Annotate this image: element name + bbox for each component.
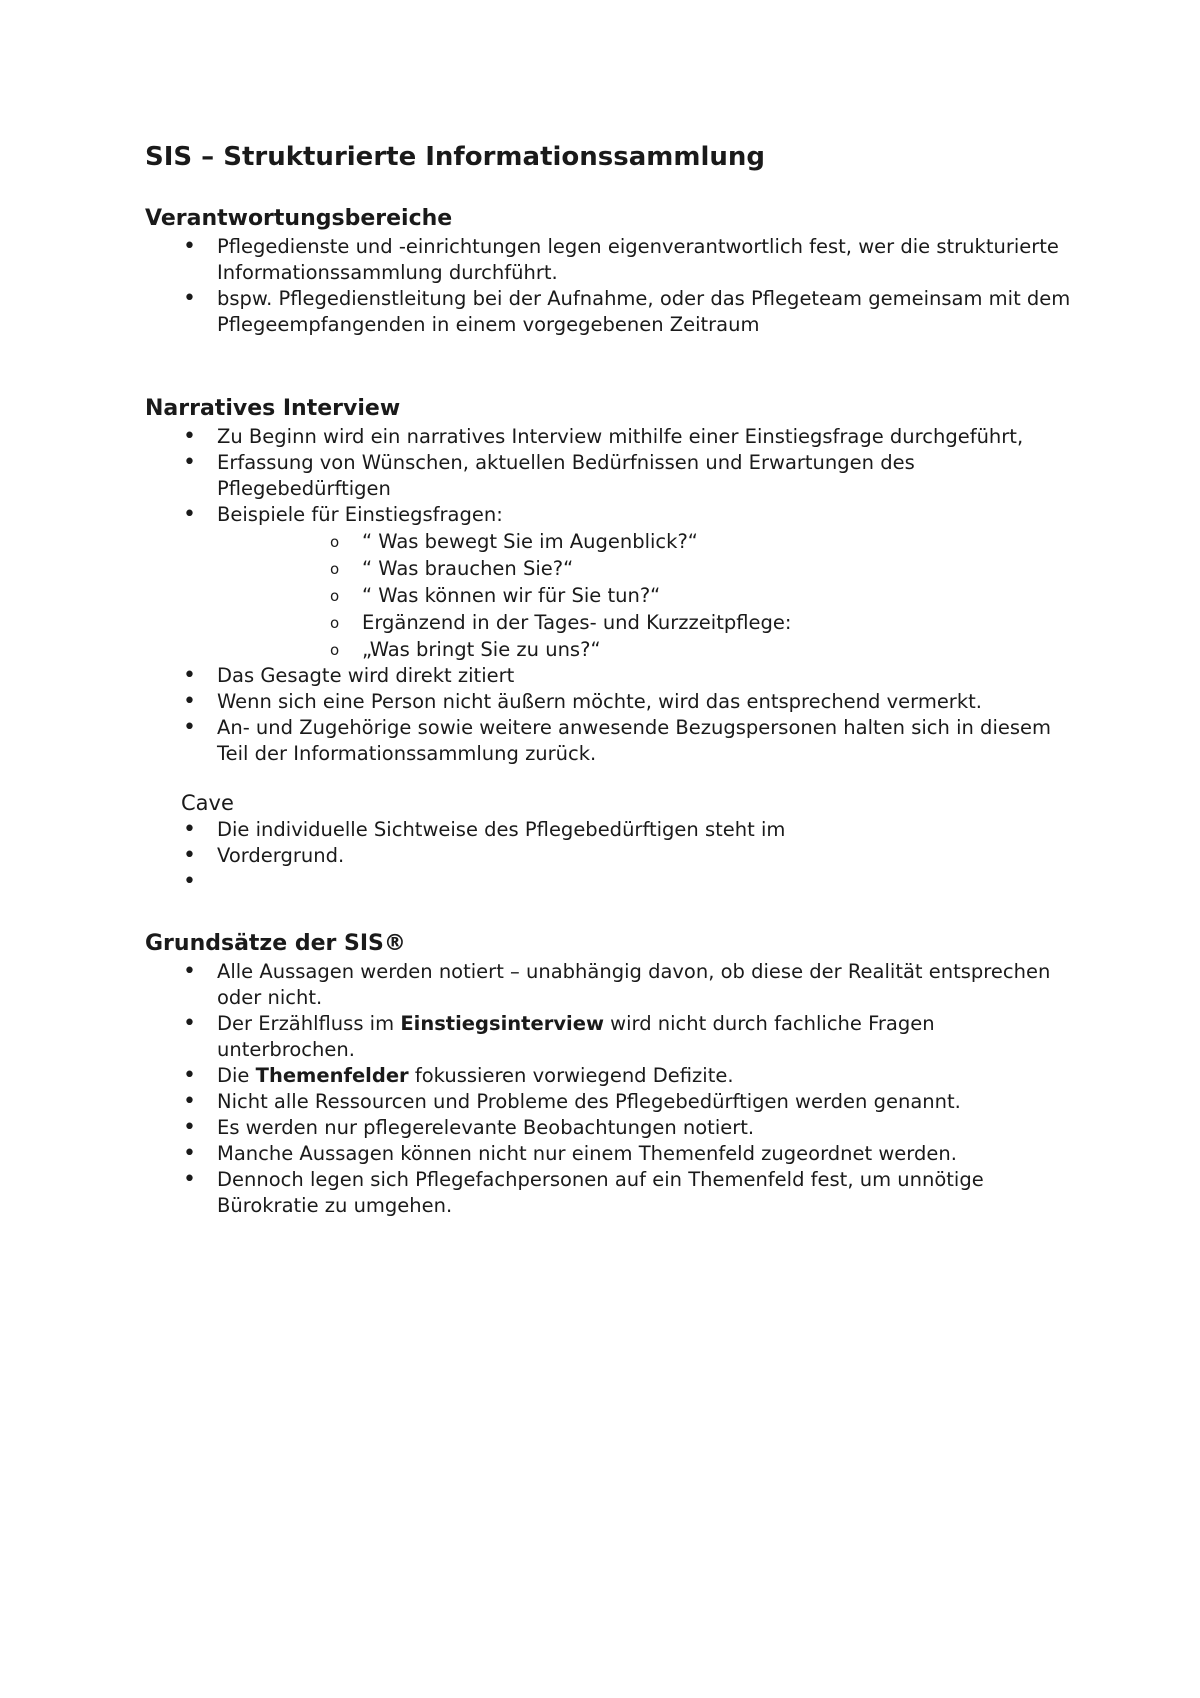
list-item [145,1063,1075,1089]
list-item: • Manche Aussagen können nicht nur einem Themenfeld zugeordnet werden. [145,1141,1075,1167]
list-item: • Die individuelle Sichtweise des Pflegebedürftigen steht im [145,817,1075,843]
list-item-text: Beispiele für Einstiegsfragen: [217,503,503,526]
spacer [145,895,1075,929]
list-item [145,1011,1075,1063]
list-item: • Wenn sich eine Person nicht äußern möchte, wird das entsprechend vermerkt. [145,689,1075,715]
sub-list-item: o Ergänzend in der Tages- und Kurzzeitpflege: [217,609,1075,636]
page-title: SIS – Strukturierte Informationssammlung [145,142,766,172]
list-item: • Pflegedienste und -einrichtungen legen eigenverantwortlich fest, wer die strukturierte Informationssammlung durchführt. [145,234,1075,286]
document-content [145,138,1075,1219]
sub-list-item: o “ Was bewegt Sie im Augenblick?“ [217,528,1075,555]
list-item-examples [145,502,1075,663]
sub-list-item: o „Was bringt Sie zu uns?“ [217,636,1075,663]
sub-list-item: o “ Was können wir für Sie tun?“ [217,582,1075,609]
responsibility-list [145,234,1075,338]
bold-term: Themenfelder [255,1064,409,1087]
bold-term: Einstiegsinterview [400,1012,604,1035]
cave-heading: Cave [181,791,234,815]
text-segment: wird nicht durch fachliche Fragen unterbrochen. [217,1012,935,1061]
text-segment: Die [217,1064,256,1087]
cave-list [145,817,1075,895]
list-item-empty [145,869,1075,895]
section-heading-principles: Grundsätze der SIS® [145,931,406,956]
list-item: • Vordergrund. [145,843,1075,869]
list-item: • Erfassung von Wünschen, aktuellen Bedürfnissen und Erwartungen des Pflegebedürftigen [145,450,1075,502]
list-item: • Es werden nur pflegerelevante Beobachtungen notiert. [145,1115,1075,1141]
sub-list-item: o “ Was brauchen Sie?“ [217,555,1075,582]
list-item: • Nicht alle Ressourcen und Probleme des Pflegebedürftigen werden genannt. [145,1089,1075,1115]
section-heading-narrative: Narratives Interview [145,396,401,421]
list-item: • Dennoch legen sich Pflegefachpersonen auf ein Themenfeld fest, um unnötige Bürokratie zu umgehen. [145,1167,1075,1219]
narrative-list [145,424,1075,767]
principles-list [145,959,1075,1219]
spacer [145,338,1075,394]
text-segment: Der Erzählfluss im [217,1012,401,1035]
text-segment: fokussieren vorwiegend Defizite. [408,1064,734,1087]
example-questions-list [217,528,1075,663]
list-item: • bspw. Pflegedienstleitung bei der Aufnahme, oder das Pflegeteam gemeinsam mit dem Pflegeempfangenden in einem vorgegebenen Zeitraum [145,286,1075,338]
list-item: • Das Gesagte wird direkt zitiert [145,663,1075,689]
list-item: • Alle Aussagen werden notiert – unabhängig davon, ob diese der Realität entsprechen oder nicht. [145,959,1075,1011]
section-heading-responsibility: Verantwortungsbereiche [145,206,453,231]
list-item: • Zu Beginn wird ein narratives Interview mithilfe einer Einstiegsfrage durchgeführt, [145,424,1075,450]
list-item: • An- und Zugehörige sowie weitere anwesende Bezugspersonen halten sich in diesem Teil der Informationssammlung zurück. [145,715,1075,767]
